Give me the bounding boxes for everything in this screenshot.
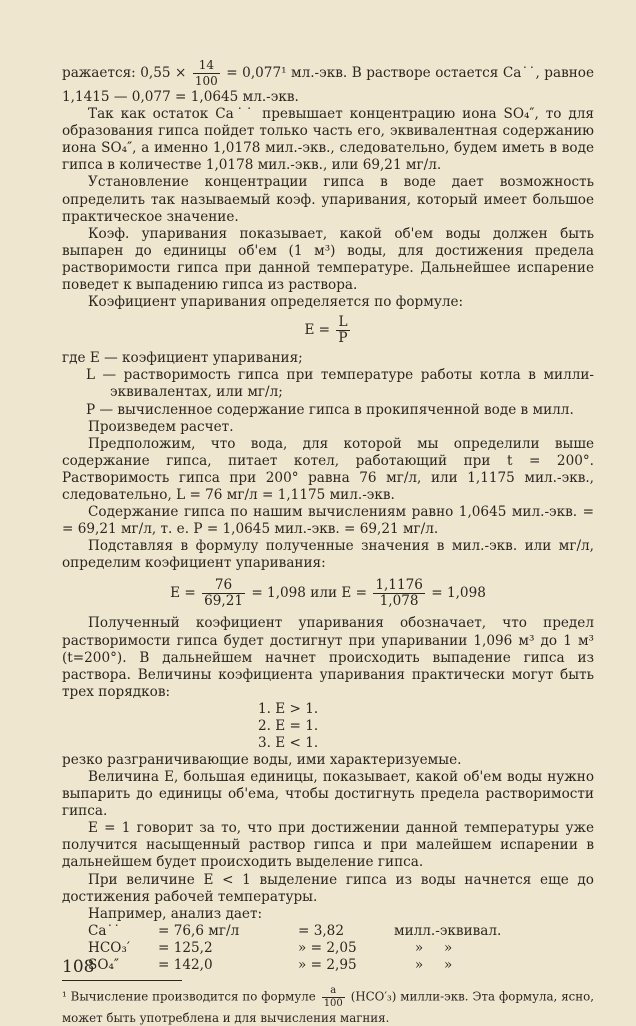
paragraph-3: Установление концентрации гипса в воде дает возможность определить так называемый коэф. упаривания, который имеет большое практическое значение. [62, 174, 594, 225]
definition-l: L — растворимость гипса при температуре работы котла в милли-эквивалентах, или мг/л; [86, 367, 594, 401]
paragraph-5: Коэфициент упаривания определяется по формуле: [88, 294, 464, 311]
definitions [62, 350, 594, 418]
analysis-row: SO₄″ = 142,0 » = 2,95 » » [88, 957, 453, 974]
paragraph-6: Произведем расчет. [88, 418, 234, 435]
condition-2: 2. E = 1. [258, 717, 319, 734]
definition-e: где E — коэфициент упаривания; [62, 350, 303, 367]
paragraph-4: Коэф. упаривания показывает, какой об'ем воды должен быть выпарен до единицы об'ем (1 м³) воды, для достижения предела растворимости гипса при данной температуре. Дальнейшее испарение поведет к выпадению гипса из раствора. [62, 225, 594, 294]
analysis-table [88, 923, 594, 974]
paragraph-14: При величине E < 1 выделение гипса из воды начнется еще до достижения рабочей температуры. [62, 871, 594, 905]
definition-p: P — вычисленное содержание гипса в прокипяченной воде в милл. [86, 401, 574, 418]
page-number: 108 [62, 957, 95, 977]
fraction-14-100: $\frac{14}{100}$ [194, 58, 218, 88]
paragraph-8: Содержание гипса по нашим вычислениям равно 1,0645 мил.-экв. = = 69,21 мг/л, т. е. P = 1,0645 мил.-экв. = 69,21 мг/л. [62, 504, 594, 538]
analysis-row: Ca˙˙ = 76,6 мг/л = 3,82 милл.-эквивал. [88, 922, 502, 939]
paragraph-7: Предположим, что вода, для которой мы определили выше содержание гипса, питает котел, работающий при t = 200°. Растворимость гипса при 200° равна 76 мг/л, или 1,1175 мил.-экв., следовательно, L = 76 мг/л = 1,1175 мил.-экв. [62, 435, 594, 503]
paragraph-2: Так как остаток Ca˙˙ превышает концентрацию иона SO₄″, то для образования гипса пойдет только часть его, эквивалентная содержанию иона SO₄″, а именно 1,0178 мил.-экв., следовательно, будем иметь в воде гипса в количестве 1,0178 мил.-экв., или 69,21 мг/л. [62, 106, 594, 174]
footnote: ¹ Вычисление производится по формуле $\frac{a}{100}$ (HCO′₃) милли-экв. Эта формула, ясно, может быть употреблена и для вычисления магния. [62, 985, 594, 1026]
paragraph-10: Полученный коэфициент упаривания обозначает, что предел растворимости гипса будет достигнут при упаривании 1,096 м³ до 1 м³ (t=200°). В дальнейшем начнет происходить выпадение гипса из раствора. Величины коэфициента упаривания практически могут быть трех порядков: [62, 615, 594, 700]
formula-e-l-p: E = $\frac{L}{P}$ [304, 314, 348, 347]
formula-calculation: E = $\frac{76}{69,21}$ = 1,098 или E = $\frac{1,1176}{1,078}$ = 1,098 [170, 577, 486, 610]
paragraph-13: E = 1 говорит за то, что при достижении данной температуры уже получится насыщенный раствор гипса и при малейшем испарении в дальнейшем будет происходить выделение гипса. [62, 820, 594, 871]
paragraph-9: Подставляя в формулу полученные значения в мил.-экв. или мг/л, определим коэфициент упаривания: [62, 538, 594, 572]
condition-3: 3. E < 1. [258, 734, 319, 751]
footnote-divider [62, 980, 182, 981]
paragraph-12: Величина E, большая единицы, показывает, какой об'ем воды нужно выпарить до единицы об'ема, чтобы достигнуть предела растворимости гипса. [62, 769, 594, 820]
paragraph-15: Например, анализ дает: [88, 905, 263, 922]
conditions-list [258, 701, 594, 752]
paragraph-1: ражается: 0,55 × $\frac{14}{100}$ = 0,077¹ мл.-экв. В растворе остается Ca˙˙, равное 1,1415 — 0,077 = 1,0645 мл.-экв. [62, 58, 595, 105]
analysis-row: HCO₃′ = 125,2 » = 2,05 » » [88, 939, 453, 956]
paragraph-11: резко разграничивающие воды, ими характеризуемые. [62, 751, 462, 768]
page-text [62, 58, 594, 1026]
condition-1: 1. E > 1. [258, 700, 319, 717]
